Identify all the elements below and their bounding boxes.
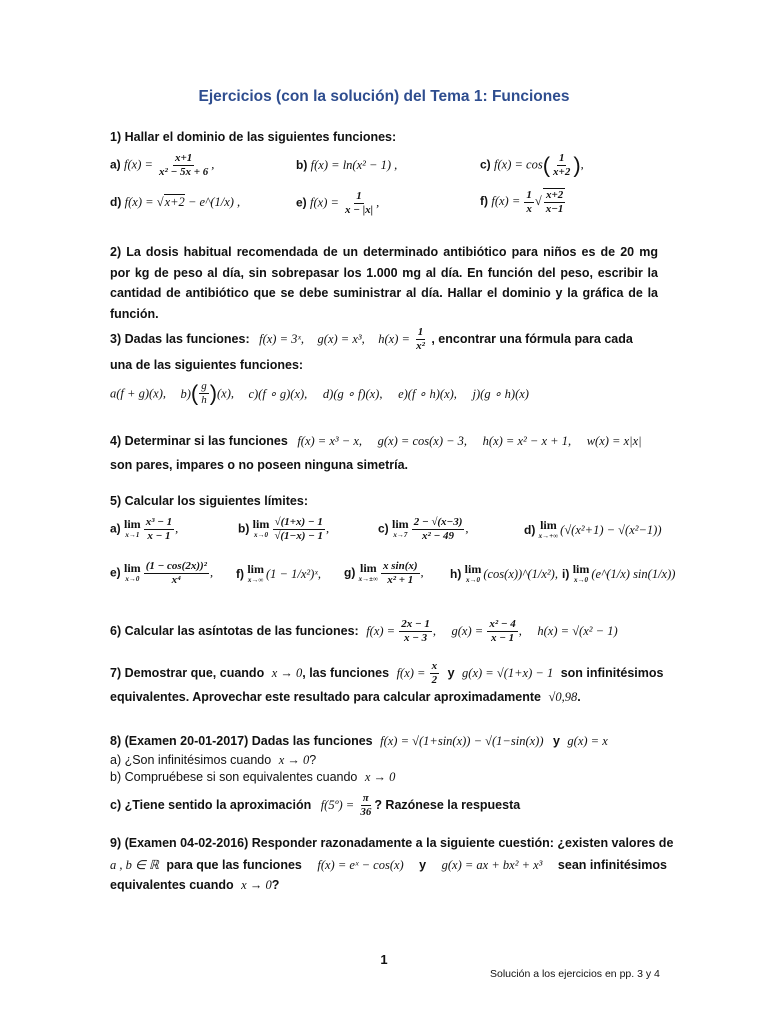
q5-c: c) lim x→7 $\frac{2 - √(x-3)}{\text{x² − 49}}$ ,	[378, 516, 469, 542]
q2-text: 2) La dosis habitual recomendada de un determinado antibiótico para niños es de 20 mg por kg de peso al día, sin sobrepasar los 1.000 mg al día. En función del peso, escribir la cantidad de antibiótico que se debe suministrar al día. Hallar el dominio y la gráfica de la función.	[110, 245, 658, 321]
q1-a: a) f(x) = $\frac{x+1}{\text{x² − 5x + 6}}$ ,	[110, 152, 215, 178]
page-title: Ejercicios (con la solución) del Tema 1: Funciones	[198, 88, 570, 105]
q1-e: e) f(x) = $\frac{1}{x - |x|}$ ,	[296, 190, 380, 216]
q7-line2: equivalentes. Aprovechar este resultado para calcular aproximadamente √0,98.	[110, 690, 581, 704]
q9-line2: a , b ∈ ℝ para que las funciones f(x) = eˣ − cos(x) y g(x) = ax + bx² + x³ sean infinitésimos	[110, 858, 667, 872]
page-number: 1	[380, 952, 388, 967]
q5-g: g) lim x→±∞ $\frac{\text{x sin(x)}}{\text{x² + 1}}$ ,	[344, 560, 424, 586]
q4-line2: son pares, impares o no poseen ninguna simetría.	[110, 458, 408, 472]
q7-line1: 7) Demostrar que, cuando x → 0, las funciones f(x) = $\frac{x}{2}$ y g(x) = √(1+x) − 1 son infinitésimos	[110, 660, 664, 686]
q5-e: e) lim x→0 $\frac{\text{(1 − cos(2x))²}}{\text{x⁴}}$ ,	[110, 560, 214, 586]
q1-c: c) f(x) = cos( $\frac{1}{x+2}$ ),	[480, 152, 584, 178]
q1-d: d) f(x) = √x+2 − e^(1/x) ,	[110, 195, 241, 209]
q5-a: a) lim x→1 $\frac{\text{x³ − 1}}{x - 1}$ ,	[110, 516, 179, 542]
q1-heading: 1) Hallar el dominio de las siguientes funciones:	[110, 130, 397, 144]
q8-a: a) ¿Son infinitésimos cuando x → 0?	[110, 753, 317, 767]
q8-line1: 8) (Examen 20-01-2017) Dadas las funciones f(x) = √(1+sin(x)) − √(1−sin(x)) y g(x) = x	[110, 734, 608, 748]
q3-line1: 3) Dadas las funciones: f(x) = 3ˣ, g(x) = x³, h(x) = $\frac{1}{\text{x²}}$ , encontrar una fórmula para cada	[110, 326, 633, 352]
q8-c: c) ¿Tiene sentido la aproximación f(5º) = $\frac{\pi}{36}$ ? Razónese la respuesta	[110, 792, 521, 818]
q1-b: b) f(x) = ln(x² − 1) ,	[296, 158, 398, 172]
q4-line1: 4) Determinar si las funciones f(x) = x³ − x, g(x) = cos(x) − 3, h(x) = x² − x + 1, w(x) = x|x|	[110, 434, 642, 448]
q1-f: f) f(x) = $\frac{1}{x}$ √ $\frac{x+2}{x-1}$	[480, 188, 564, 215]
q8-b: b) Compruébese si son equivalentes cuando x → 0	[110, 770, 396, 784]
footer-note: Solución a los ejercicios en pp. 3 y 4	[490, 968, 660, 980]
q5-i: i) lim x→0 (e^(1/x) sin(1/x))	[562, 562, 676, 584]
q6-line: 6) Calcular las asíntotas de las funciones: f(x) = $\frac{2x - 1}{x - 3}$ , g(x) = $\frac{\text{x² − 4}}{x - 1}$ , h(x) = √(x² − 1)	[110, 618, 618, 644]
q3-ops: a(f + g)(x), b)( $\frac{g}{h}$ )(x), c)(f ∘ g)(x), d)(g ∘ f)(x), e)(f ∘ h)(x), j)(g ∘ h)(x)	[110, 380, 529, 406]
q9-line3: equivalentes cuando x → 0?	[110, 878, 280, 892]
q5-h: h) lim x→0 (cos(x))^(1/x²),	[450, 562, 558, 584]
q5-f: f) lim x→∞ (1 − 1/x²)ˣ,	[236, 562, 321, 584]
q9-line1: 9) (Examen 04-02-2016) Responder razonadamente a la siguiente cuestión: ¿existen valores de	[110, 836, 674, 850]
q3-line2: una de las siguientes funciones:	[110, 358, 304, 372]
q5-b: b) lim x→0 $\frac{√(1+x) - 1}{√(1-x) - 1}$ ,	[238, 516, 330, 542]
q5-d: d) lim x→+∞ (√(x²+1) − √(x²−1))	[524, 518, 662, 540]
q5-heading: 5) Calcular los siguientes límites:	[110, 494, 308, 508]
